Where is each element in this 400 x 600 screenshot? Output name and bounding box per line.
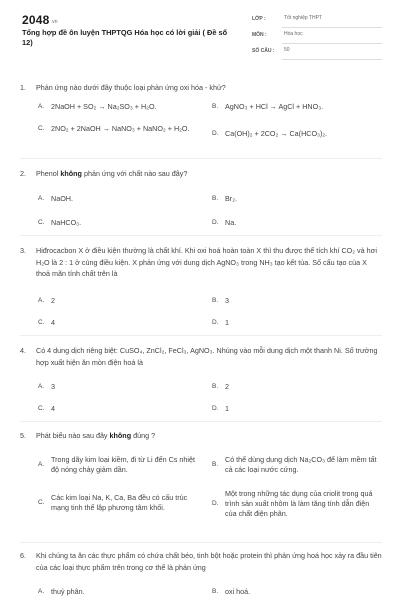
divider xyxy=(20,335,382,336)
question-text: Phenol không phản ứng với chất nào sau đây? xyxy=(36,169,188,178)
answer-option[interactable]: B. oxi hoá. xyxy=(212,587,251,596)
answer-option[interactable]: A. 2NaOH + SO₂ → Na₂SO₃ + H₂O. xyxy=(38,102,157,111)
meta-subject: MÔN : Hóa học xyxy=(252,29,382,45)
answer-option[interactable]: C. 4 xyxy=(38,404,55,413)
question-text: Phát biểu nào sau đây không đúng ? xyxy=(36,431,156,440)
meta-grade: LỚP : Tốt nghiệp THPT xyxy=(252,13,382,29)
question-text: Khi chúng ta ăn các thực phẩm có chứa chất béo, tinh bột hoặc protein thì phản ứng hoá học xảy ra đầu tiên của các loại thực phẩm trên trong cơ thể là phản ứng xyxy=(36,551,382,572)
answer-option[interactable]: B. 2 xyxy=(212,382,229,391)
document-title: Tổng hợp đề ôn luyện THPTQG Hóa học có lời giải ( Đề số 12) xyxy=(22,28,228,47)
question-4: 4. Có 4 dung dịch riêng biệt: CuSO₄, ZnCl₂, FeCl₃, AgNO₃. Nhúng vào mỗi dung dịch một thanh Ni. Số trường hợp xuất hiện ăn mòn điện hoá là xyxy=(20,345,382,368)
divider xyxy=(20,421,382,422)
question-text: Có 4 dung dịch riêng biệt: CuSO₄, ZnCl₂, FeCl₃, AgNO₃. Nhúng vào mỗi dung dịch một thanh Ni. Số trường hợp xuất hiện ăn mòn điện hoá là xyxy=(36,346,378,367)
answer-option[interactable]: C. Các kim loại Na, K, Ca, Ba đều có cấu trúc mạng tinh thể lập phương tâm khối. xyxy=(38,493,188,512)
answer-option[interactable]: A. thuỷ phân. xyxy=(38,587,85,596)
answer-option[interactable]: D. 1 xyxy=(212,404,229,413)
answer-option[interactable]: D. Na. xyxy=(212,218,237,227)
answer-option[interactable]: C. 4 xyxy=(38,318,55,327)
answer-option[interactable]: A. 2 xyxy=(38,296,55,305)
divider xyxy=(20,542,382,543)
meta-question-count: SỐ CÂU : 50 xyxy=(252,45,382,61)
question-6: 6. Khi chúng ta ăn các thực phẩm có chứa chất béo, tinh bột hoặc protein thì phản ứng hoá học xảy ra đầu tiên của các loại thực phẩm trên trong cơ thể là phản ứng xyxy=(20,551,382,572)
divider xyxy=(20,235,382,236)
question-text: Hiđrocacbon X ở điều kiện thường là chất khí. Khi oxi hoá hoàn toàn X thì thu được thể tích khí CO₂ và hơi H₂O là 2 : 1 ở cùng điều kiện. X phản ứng với dung dịch AgNO₃ trong NH₃ tạo kết tủa. Số cấu tạo của X thoả mãn tính chất trên là xyxy=(36,246,377,278)
question-5: 5. Phát biểu nào sau đây không đúng ? xyxy=(20,430,382,442)
answer-option[interactable]: A. Trong dãy kim loại kiềm, đi từ Li đến Cs nhiệt độ nóng chảy giảm dần. xyxy=(38,455,195,474)
answer-option[interactable]: C. 2NO₂ + 2NaOH → NaNO₃ + NaNO₂ + H₂O. xyxy=(38,124,190,133)
document-header xyxy=(0,0,400,68)
answer-option[interactable]: B. Có thể dùng dung dịch Na₂CO₃ để làm mềm tất cả các loại nước cứng. xyxy=(212,455,377,474)
document-meta xyxy=(252,13,382,61)
answer-option[interactable]: A. NaOH. xyxy=(38,194,73,203)
site-logo[interactable]: 2048.vn xyxy=(22,13,58,27)
answer-option[interactable]: D. 1 xyxy=(212,318,229,327)
question-1: 1. Phản ứng nào dưới đây thuộc loại phản ứng oxi hóa - khử? xyxy=(20,82,382,94)
answer-option[interactable]: D. Ca(OH)₂ + 2CO₂ → Ca(HCO₃)₂. xyxy=(212,129,328,138)
answer-option[interactable]: B. AgNO₃ + HCl → AgCl + HNO₃. xyxy=(212,102,324,111)
question-2: 2. Phenol không phản ứng với chất nào sau đây? xyxy=(20,168,382,180)
question-3: 3. Hiđrocacbon X ở điều kiện thường là chất khí. Khi oxi hoá hoàn toàn X thì thu được thể tích khí CO₂ và hơi H₂O là 2 : 1 ở cùng điều kiện. X phản ứng với dung dịch AgNO₃ trong NH₃ tạo kết tủa. Số cấu tạo của X thoả mãn tính chất trên là xyxy=(20,245,382,280)
answer-option[interactable]: D. Một trong những tác dụng của criolit trong quá trình sản xuất nhôm là làm tăng tính dẫn điện của chất điện phân. xyxy=(212,489,373,518)
answer-option[interactable]: B. Br₂. xyxy=(212,194,237,203)
answer-option[interactable]: B. 3 xyxy=(212,296,229,305)
answer-option[interactable]: A. 3 xyxy=(38,382,55,391)
divider xyxy=(20,158,382,159)
answer-option[interactable]: C. NaHCO₃. xyxy=(38,218,82,227)
question-text: Phản ứng nào dưới đây thuộc loại phản ứng oxi hóa - khử? xyxy=(36,83,226,92)
